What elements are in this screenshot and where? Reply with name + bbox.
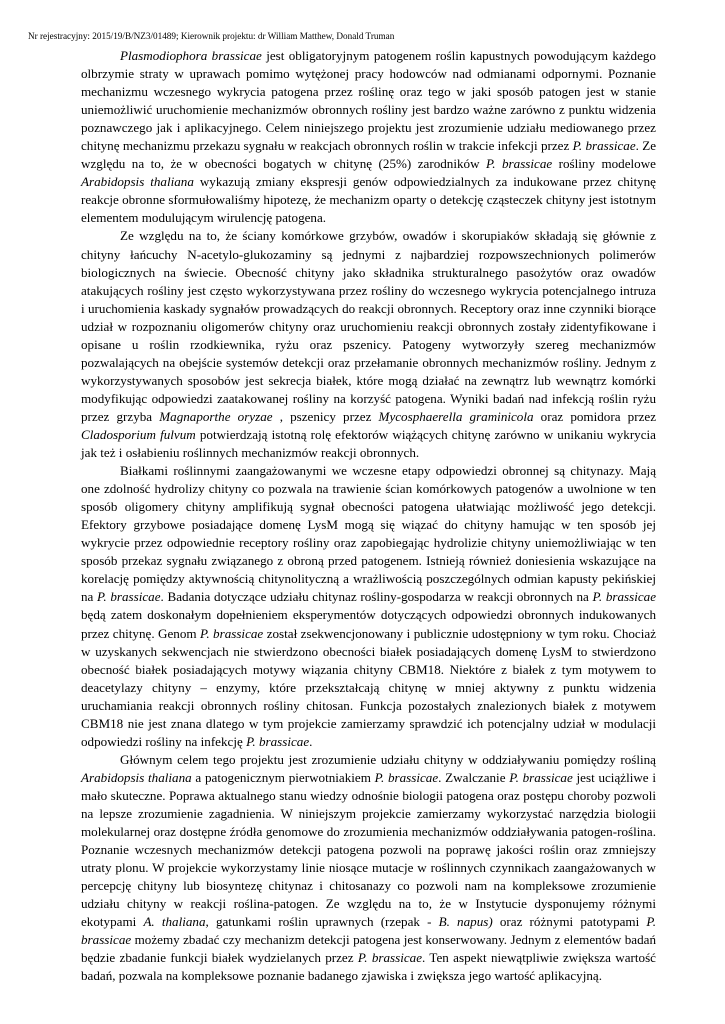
paragraph [81,227,656,462]
text-run: potwierdzają istotną rolę efektorów wiążących chitynę zarówno w unikaniu wykrycia jak też i osłabieniu roślinnych mechanizmów reakcji obronnych. [81,426,656,461]
italic-term: P. brassicae [97,589,161,605]
text-run: a patogenicznym pierwotniakiem [191,769,375,785]
text-run: . Ten aspekt niewątpliwie zwiększa wartość badań, pozwala na kompleksowe poznanie badanego zjawiska i zwiększa jego wartość aplikacyjną. [81,950,656,984]
paragraph [81,751,656,986]
italic-term: Plasmodiophora brassicae [120,48,262,63]
text-run: . Ze względu na to, że w obecności bogatych w chitynę (25%) zarodników [81,138,657,172]
italic-term: Cladosporium fulvum [81,426,196,442]
text-run: Białkami roślinnymi zaangażowanymi we wczesne etapy odpowiedzi obronnej są chitynazy. Mają one zdolność hydrolizy chityny co pozwala na trawienie ścian komórkowych patogenów a uwolnione w ten sposób oligomery chityny amplifikują sygnał obecności patogena ułatwiając możliwość jego detekcji. Efektory grzybowe posiadające domenę LysM mogą się wiązać do chityny hamując w ten sposób jej wykrycie przez odpowiednie receptory rośliny oraz zapobiegając hydrolizie chityny uniemożliwiając w ten sposób przekaz sygnału związanego z obroną przed patogenem. Istnieją również doniesienia wskazujące na korelację pomiędzy aktywnością chitynolityczną a wrażliwością poszczególnych odmian kapusty pekińskiej na [81,463,656,605]
italic-term: P. brassicae [572,138,636,154]
italic-term: Magnaporthe oryzae [159,408,273,424]
text-run: , pszenicy przez [272,408,379,424]
text-run: . Zwalczanie [438,769,510,785]
text-run: rośliny modelowe [552,156,656,172]
text-run: został zsekwencjonowany i publicznie udostępniony w tym roku. Chociaż w uzyskanych sekwencjach nie stwierdzono obecności białek posiadających domenę LysM to stwierdzono obecność białek posiadających motywy wiązania chityny CBM18. Niektóre z białek z tym motywem to deacetylazy chityny – enzymy, które przekształcają chitynę w mniej aktywny z punktu widzenia uruchamiania reakcji obronnych rośliny chitosan. Funkcja pozostałych znalezionych białek z motywem CBM18 nie jest znana dlatego w tym projekcie zamierzamy sprawdzić ich potencjalny udział w modulacji odpowiedzi rośliny na infekcję [81,625,657,749]
registration-header: Nr rejestracyjny: 2015/19/B/NZ3/01489; Kierownik projektu: dr William Matthew, Donald Truman [28,31,395,41]
text-run: gatunkami roślin uprawnych (rzepak - [208,914,439,930]
text-run: . Badania dotyczące udziału chitynaz rośliny-gospodarza w reakcji obronnych na [160,589,593,605]
italic-term: P. brassicae [592,589,657,605]
italic-term: P. brassicae [81,914,656,948]
text-run: Ze względu na to, że ściany komórkowe grzybów, owadów i skorupiaków składają się głównie z chityny łańcuchy N-acetylo-glukozaminy są jednymi z najbardziej rozpowszechnionych polimerów biologicznych na świecie. Obecność chityny jako składnika strukturalnego pasożytów oraz owadów atakujących rośliny jest często wykorzystywana przez rośliny do wczesnego wykrycia potencjalnego intruza i uruchomienia kaskady sygnałów prowadzących do reakcji obronnych. Receptory oraz inne czynniki biorące udział w rozpoznaniu oligomerów chityny oraz uruchomieniu reakcji obronnych zostały zidentyfikowane i opisane u roślin rzodkiewnika, ryżu oraz pszenicy. Patogeny wytworzyły szereg mechanizmów pozwalających na obejście systemów detekcji oraz przełamanie obronnych mechanizmów rośliny. Jednym z wykorzystywanych sposobów jest sekrecja białek, które mogą działać na zewnątrz lub wewnątrz komórki modyfikując odpowiedzi zaatakowanej rośliny na korzyść patogena. Wyniki badań nad infekcją roślin ryżu przez grzyba [81,228,656,424]
italic-term: B. napus) [438,914,493,930]
italic-term: Arabidopsis thaliana [81,769,192,785]
italic-term: A. thaliana, [143,914,209,930]
text-run: oraz pomidora przez [533,408,656,424]
text-run: jest obligatoryjnym patogenem roślin kapustnych powodującym każdego olbrzymie straty w uprawach pomimo wytężonej pracy hodowców nad odmianami odpornymi. Poznanie mechanizmu wczesnego wykrycia patogena przez roślinę oraz tego w jaki sposób patogen jest w stanie uniemożliwić uruchomienie mechanizmów obronnych rośliny jest bardzo ważne zarówno z punktu widzenia poznawczego jak i aplikacyjnego. Celem niniejszego projektu jest zrozumienie udziału mediowanego przez chitynę mechanizmu przekazu sygnału w reakcjach obronnych roślin w trakcie infekcji przez [81,48,656,154]
text-run: możemy zbadać czy mechanizm detekcji patogena jest konserwowany. Jednym z elementów badań będzie zbadanie funkcji białek wydzielanych przez [81,932,656,966]
italic-term: P. brassicae [485,156,553,172]
italic-term: P. brassicae [374,769,439,785]
paragraph [81,462,656,751]
italic-term: P. brassicae [509,769,573,785]
italic-term: Arabidopsis thaliana [81,174,194,190]
italic-term: P. brassicae [357,950,423,966]
text-run: wykazują zmiany ekspresji genów odpowiedzialnych za indukowane przez chitynę reakcje obronne sformułowaliśmy hipotezę, że mechanizm oparty o detekcję cząsteczek chityny jest istotnym elementem modulującym wirulencję patogena. [81,174,656,226]
italic-term: P. brassicae [246,733,310,749]
document-body [81,47,656,985]
italic-term: Mycosphaerella graminicola [378,408,534,424]
italic-term: P. brassicae [200,625,264,641]
text-run: będą zatem doskonałym dopełnieniem eksperymentów dotyczących odpowiedzi obronnych indukowanych przez chitynę. Genom [81,607,656,641]
text-run: jest uciążliwe i mało skuteczne. Poprawa aktualnego stanu wiedzy odnośnie biologii patogena oraz postępu choroby pozwoli na lepsze zrozumienie zagadnienia. W niniejszym projekcie zamierzamy wykorzystać narzędzia biologii molekularnej oraz dostępne źródła genomowe do zrozumienia mechanizmów oddziaływania patogen-roślina. Poznanie wczesnych mechanizmów detekcji patogena pozwoli na poprawę jakości roślin oraz zmniejszy utraty plonu. W projekcie wykorzystamy linie niosące mutacje w roślinnych czynnikach zaangażowanych w percepcję chityny lub biosyntezę chitynaz i chitosanazy co pozwoli nam na kompleksowe zrozumienie udziału chityny w reakcji roślina-patogen. Ze względu na to, że w Instytucie dysponujemy różnymi ekotypami [81,769,656,930]
paragraph [81,47,656,227]
text-run: . [309,733,313,749]
text-run: Głównym celem tego projektu jest zrozumienie udziału chityny w oddziaływaniu pomiędzy rośliną [120,751,656,767]
text-run: oraz różnymi patotypami [492,914,647,930]
